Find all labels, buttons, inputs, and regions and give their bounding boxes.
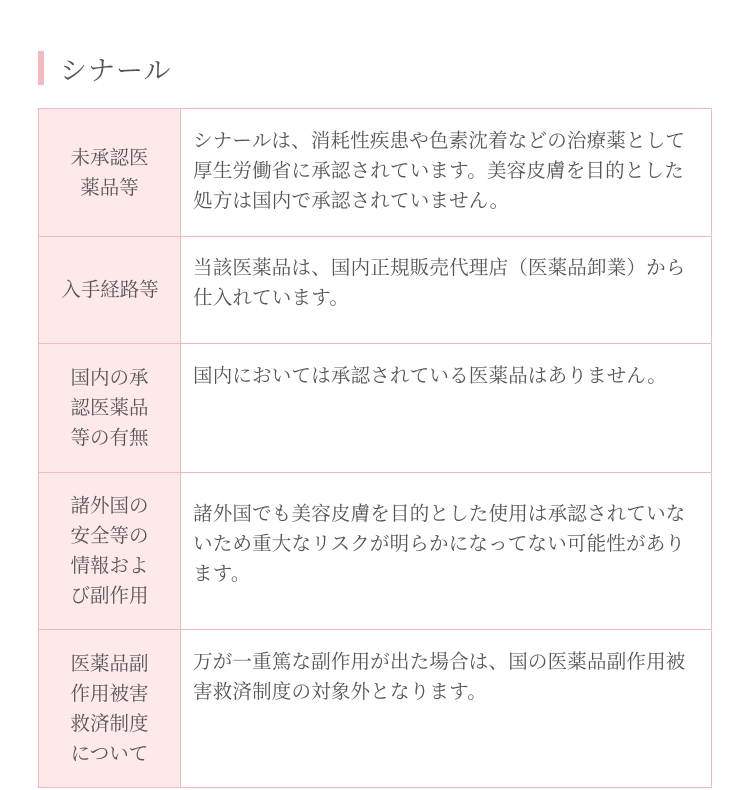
- row-label-cell: [39, 344, 181, 473]
- page-title: シナール: [60, 55, 172, 87]
- row-value: 万が一重篤な副作用が出た場合は、国の医薬品副作用被害救済制度の対象外となります。: [193, 650, 686, 703]
- row-value: 当該医薬品は、国内正規販売代理店（医薬品卸業）から仕入れています。: [193, 256, 686, 309]
- row-value-cell: [181, 473, 712, 630]
- row-value: シナールは、消耗性疾患や色素沈着などの治療薬として厚生労働省に承認されています。美容皮膚を目的とした処方は国内で承認されていません。: [193, 129, 686, 212]
- section-heading: [38, 50, 171, 86]
- row-label: 国内の承認医薬品等の有無: [70, 366, 149, 449]
- info-table: [38, 108, 712, 788]
- row-label-cell: [39, 109, 181, 237]
- row-label-cell: [39, 237, 181, 344]
- row-value-cell: [181, 109, 712, 237]
- row-label-cell: [39, 473, 181, 630]
- row-label: 諸外国の安全等の情報および副作用: [70, 494, 149, 607]
- row-label: 未承認医薬品等: [70, 145, 149, 199]
- table-row: [39, 109, 712, 237]
- table-row: [39, 344, 712, 473]
- table-row: [39, 237, 712, 344]
- row-value-cell: [181, 344, 712, 473]
- row-value: 諸外国でも美容皮膚を目的とした使用は承認されていないため重大なリスクが明らかになってない可能性があります。: [193, 502, 686, 585]
- row-label: 入手経路等: [61, 278, 159, 301]
- table-row: [39, 473, 712, 630]
- row-value-cell: [181, 237, 712, 344]
- table-row: [39, 630, 712, 788]
- row-value: 国内においては承認されている医薬品はありません。: [193, 364, 667, 387]
- row-label: 医薬品副作用被害救済制度について: [70, 651, 149, 765]
- heading-accent-bar: [38, 51, 44, 85]
- row-value-cell: [181, 630, 712, 788]
- row-label-cell: [39, 630, 181, 788]
